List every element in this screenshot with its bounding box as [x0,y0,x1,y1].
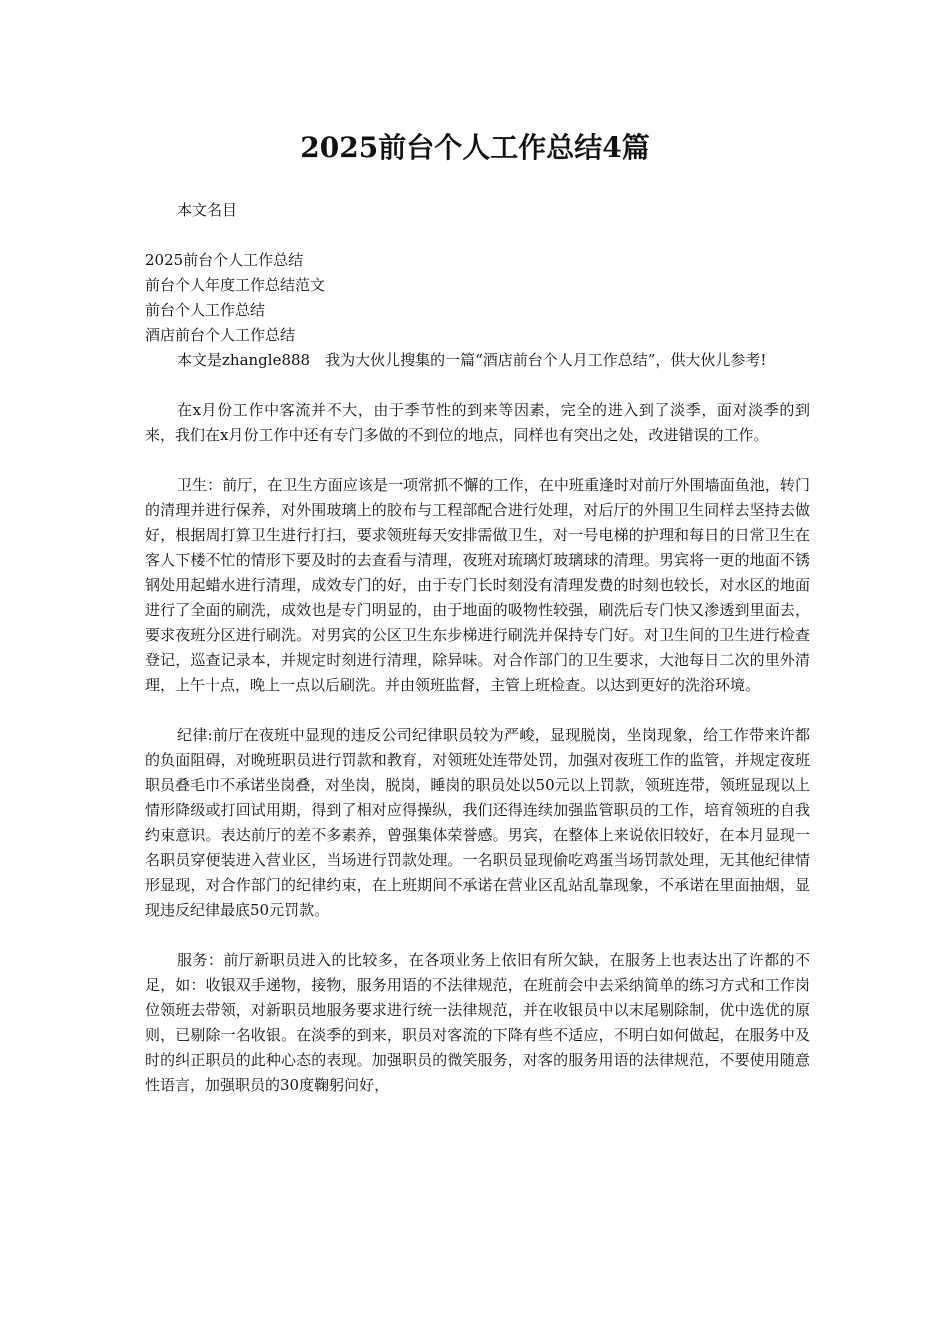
table-of-contents [145,248,810,348]
service-paragraph: 服务：前厅新职员进入的比较多，在各项业务上依旧有所欠缺，在服务上也表达出了许都的不足，如：收银双手递物，接物，服务用语的不法律规范，在班前会中去采纳简单的练习方式和工作岗位领班去带领，对新职员地服务要求进行统一法律规范，并在收银员中以末尾剔除制，优中选优的原则，已剔除一名收银。在淡季的到来，职员对客流的下降有些不适应，不明白如何做起，在服务中及时的纠正职员的此种心态的表现。加强职员的微笑服务，对客的服务用语的法律规范，不要使用随意性语言，加强职员的30度鞠躬问好， [145,951,810,1094]
intro-paragraph: 本文是zhangle888 我为大伙儿搜集的一篇“酒店前台个人月工作总结”，供大伙儿参考! [177,351,767,369]
toc-item: 酒店前台个人工作总结 [145,326,296,344]
toc-item: 前台个人工作总结 [145,301,266,319]
document-body [145,198,810,1123]
toc-item: 2025前台个人工作总结 [145,251,304,269]
hygiene-paragraph: 卫生：前厅，在卫生方面应该是一项常抓不懈的工作，在中班重逢时对前厅外围墙面鱼池，转门的清理并进行保养，对外围玻璃上的胶布与工程部配合进行处理，对后厅的外围卫生同样去坚持去做好，根据周打算卫生进行打扫，要求领班每天安排需做卫生，对一号电梯的护理和每日的日常卫生在客人下楼不忙的情形下要及时的去查看与清理，夜班对琉璃灯玻璃球的清理。男宾将一更的地面不锈钢处用起蜡水进行清理，成效专门的好，由于专门长时刻没有清理发费的时刻也较长，对水区的地面进行了全面的刷洗，成效也是专门明显的，由于地面的吸物性较强，刷洗后专门快又渗透到里面去，要求夜班分区进行刷洗。对男宾的公区卫生东步梯进行刷洗并保持专门好。对卫生间的卫生进行检查登记，巡查记录本，并规定时刻进行清理，除异味。对合作部门的卫生要求，大池每日二次的里外清理，上午十点，晚上一点以后刷洗。并由领班监督，主管上班检查。以达到更好的洗浴环境。 [145,476,810,694]
document-title: 2025前台个人工作总结4篇 [300,131,650,164]
toc-heading: 本文名目 [177,201,238,219]
toc-item: 前台个人年度工作总结范文 [145,276,326,294]
overview-paragraph: 在x月份工作中客流并不大，由于季节性的到来等因素，完全的进入到了淡季，面对淡季的到来，我们在x月份工作中还有专门多做的不到位的地点，同样也有突出之处，改进错误的工作。 [145,401,810,444]
discipline-paragraph: 纪律:前厅在夜班中显现的违反公司纪律职员较为严峻，显现脱岗，坐岗现象，给工作带来许都的负面阻碍，对晚班职员进行罚款和教育，对领班处连带处罚，加强对夜班工作的监管，并规定夜班职员叠毛巾不承诺坐岗叠，对坐岗，脱岗，睡岗的职员处以50元以上罚款，领班连带，领班显现以上情形降级或打回试用期，得到了相对应得操纵，我们还得连续加强监管职员的工作，培育领班的自我约束意识。表达前厅的差不多素养，曾强集体荣誉感。男宾，在整体上来说依旧较好，在本月显现一名职员穿便装进入营业区，当场进行罚款处理。一名职员显现偷吃鸡蛋当场罚款处理，无其他纪律情形显现，对合作部门的纪律约束，在上班期间不承诺在营业区乱站乱靠现象，不承诺在里面抽烟，显现违反纪律最底50元罚款。 [145,726,810,919]
